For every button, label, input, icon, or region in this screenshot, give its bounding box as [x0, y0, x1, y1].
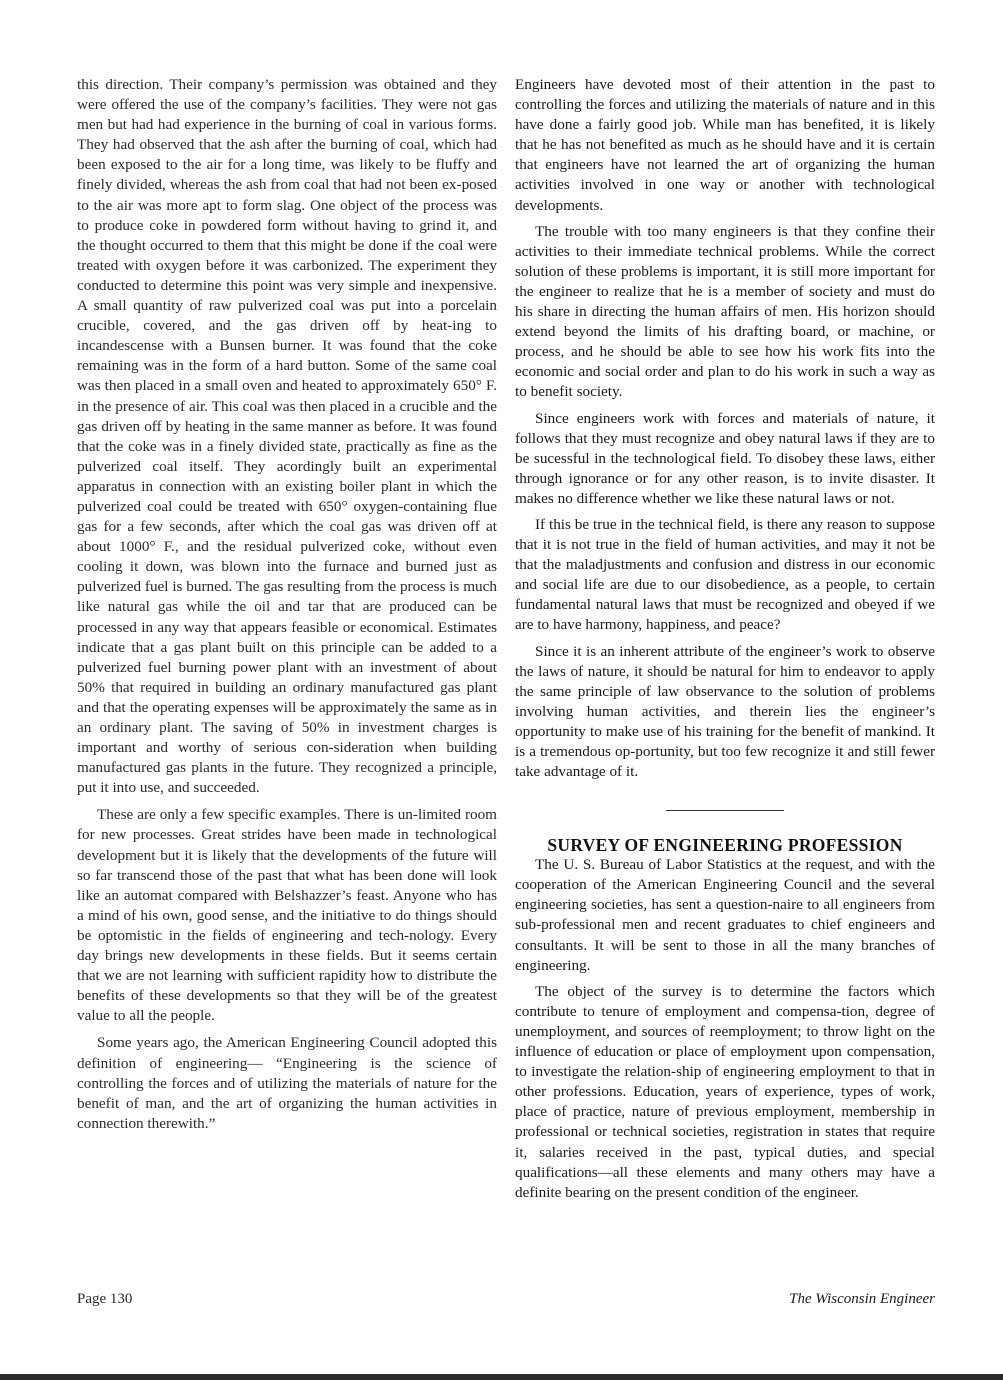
- page-number: Page 130: [77, 1291, 133, 1307]
- right-paragraph-3: Since engineers work with forces and materials of nature, it follows that they must recognize and obey natural laws if they are to be sucessful in the technological field. To disobey these laws, either through ignorance or for any other reason, is to invite disaster. It makes no difference whether we like these natural laws or not.: [515, 409, 935, 507]
- left-column: [77, 75, 497, 1134]
- left-paragraph-3: Some years ago, the American Engineering Council adopted this definition of engineering— “Engineering is the science of controlling the forces and of utilizing the materials of nature for the benefit of man, and the art of organizing the human activities in connection therewith.”: [77, 1034, 497, 1132]
- left-paragraph-2: These are only a few specific examples. There is un-limited room for new processes. Great strides have been made in technological development but it is likely that the developments of the future will so far transcend those of the past that what has been done will look like an automat compared with Belshazzer’s feast. Anyone who has a mind of his own, good sense, and the initiative to do things should be optomistic in the fields of engineering and tech-nology. Every day brings new developments in these fields. But it seems certain that we are not learning with sufficient rapidity how to distribute the benefits of these developments so that they will be of the greatest value to all the people.: [77, 806, 497, 1025]
- right-paragraph-4: If this be true in the technical field, is there any reason to suppose that it is not true in the field of human activities, and may it not be that the maladjustments and confusion and distress in our economic and social life are due to our disobedience, as a people, to certain fundamental natural laws that must be recognized and obeyed if we are to have harmony, happiness, and peace?: [515, 515, 935, 634]
- journal-title: The Wisconsin Engineer: [789, 1291, 935, 1307]
- right-paragraph-2: The trouble with too many engineers is that they confine their activities to their immediate technical problems. While the correct solution of these problems is important, it is still more important for the engineer to realize that he is a member of society and must do his share in directing the human affairs of men. His horizon should extend beyond the limits of his drafting board, or machine, or process, and he should be able to see how his work fits into the economic and social order and plan to do his work in such a way as to benefit society.: [515, 222, 935, 401]
- right-paragraph-1: Engineers have devoted most of their attention in the past to controlling the forces and utilizing the materials of nature and in this have done a fairly good job. While man has benefited, it is likely that he has not benefited as much as he should have and it is certain that engineers have not learned the art of organizing the human activities involved in one way or another with technological developments.: [515, 76, 935, 214]
- section-heading: SURVEY OF ENGINEERING PROFESSION: [547, 835, 903, 856]
- section-divider: [666, 810, 784, 811]
- scan-edge-band: [0, 1374, 1003, 1380]
- left-paragraph-1: this direction. Their company’s permission was obtained and they were offered the use of the company’s facilities. They were not gas men but had had experience in the burning of coal in various forms. They had observed that the ash after the burning of coal, which had been exposed to the air for a long time, was likely to be fluffy and finely divided, whereas the ash from coal that had not been ex-posed to the air was more apt to form slag. One object of the process was to produce coke in powdered form without having to grind it, and the thought occurred to them that this might be done if the coal were treated with oxygen before it was carbonized. The experiment they conducted to determine this point was very simple and inexpensive. A small quantity of raw pulverized coal was put into a porcelain crucible, covered, and the gas driven off by heat-ing to incandescense with a Bunsen burner. It was found that the coke remaining was in the form of a hard button. Some of the same coal was then placed in a small oven and heated to approximately 650° F. in the presence of air. This coal was then placed in a crucible and the gas driven off by heating in the same manner as before. It was found that the coke was in a finely divided state, practically as fine as the pulverized coal itself. They acordingly built an experimental apparatus in connection with an existing boiler plant in which the pulverized coal could be treated with 650° oxygen-containing flue gas for a few seconds, after which the coal gas was driven off at about 1000° F., and the residual pulverized coke, without even cooling it down, was blown into the furnace and burned just as pulverized fuel is burned. The gas resulting from the process is much like natural gas while the oil and tar that are produced can be processed in any way that appears feasible or economical. Estimates indicate that a gas plant built on this principle can be added to a pulverized fuel burning power plant with an investment of about 50% that required in building an ordinary manufactured gas plant and that the operating expenses will be approximately the same as in an ordinary plant. The saving of 50% in investment charges is important and worthy of serious con-sideration when building manufactured gas plants in the future. They recognized a principle, put it into use, and succeeded.: [77, 76, 497, 797]
- right-column: [515, 75, 935, 1203]
- section-paragraph-1: The U. S. Bureau of Labor Statistics at the request, and with the cooperation of the American Engineering Council and the several engineering societies, has sent a question-naire to all engineers from sub-professional men and recent graduates to chief engineers and consultants. It will be sent to those in all the many branches of engineering.: [515, 856, 935, 974]
- section-paragraph-2: The object of the survey is to determine the factors which contribute to tenure of employment and compensa-tion, degree of unemployment, and sources of reemployment; to throw light on the influence of education or place of employment upon compensation, to investigate the relation-ship of engineering employment to that in other professions. Education, years of experience, types of work, place of practice, nature of previous employment, membership in professional or technical societies, registration in states that require it, salaries received in the past, typical duties, and special qualifications—all these elements and many others may have a definite bearing on the present condition of the engineer.: [515, 982, 935, 1201]
- right-paragraph-5: Since it is an inherent attribute of the engineer’s work to observe the laws of nature, it should be natural for him to endeavor to apply the same principle of law observance to the solution of problems involving human activities, and therein lies the engineer’s opportunity to make use of his training for the benefit of mankind. It is a tremendous op-portunity, but too few recognize it and still fewer take advantage of it.: [515, 642, 935, 781]
